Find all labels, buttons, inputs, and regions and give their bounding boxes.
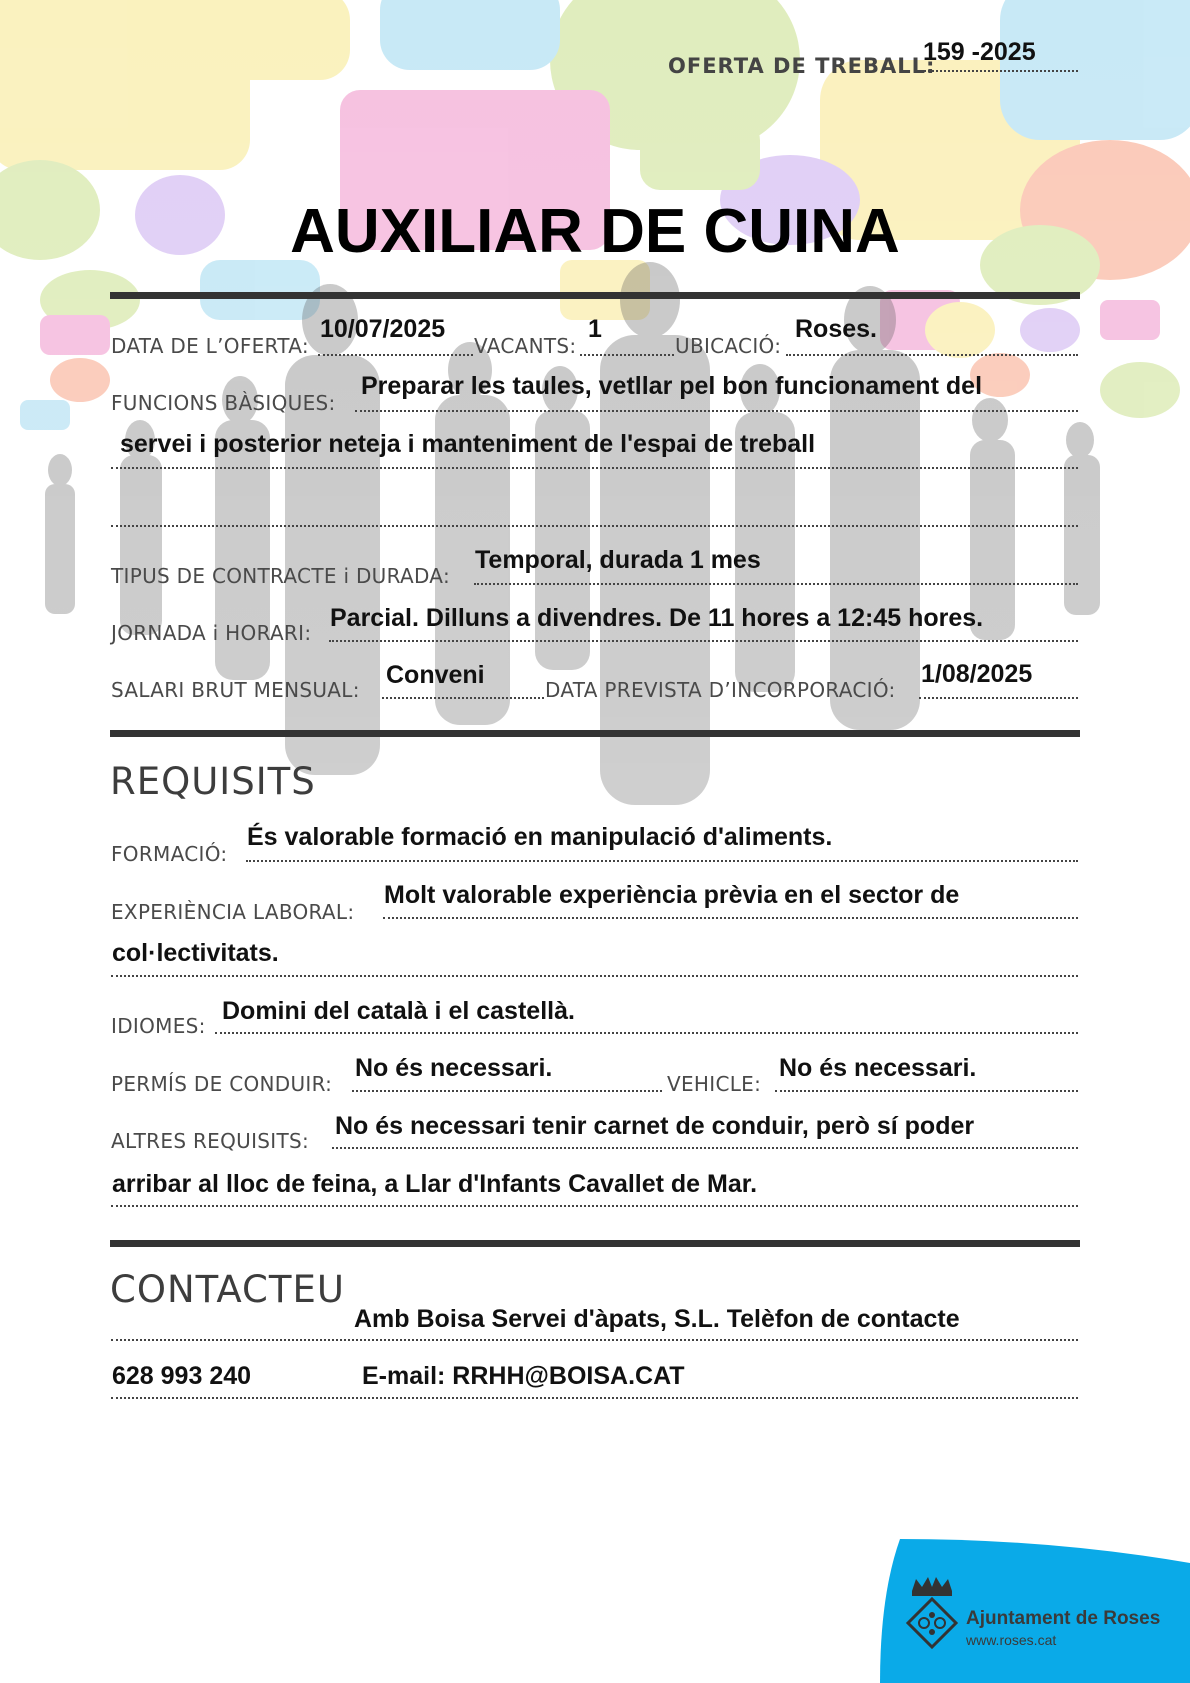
languages-value: Domini del català i el castellà. xyxy=(222,997,575,1025)
experience-value-line1: Molt valorable experiència prèvia en el sector de xyxy=(384,881,960,909)
functions-dotted-line-1 xyxy=(355,410,1078,412)
contact-dotted-line-1 xyxy=(111,1339,1078,1341)
experience-value-line2: col·lectivitats. xyxy=(112,939,279,967)
crown-shield-icon xyxy=(902,1575,962,1653)
start-date-dotted-line xyxy=(919,697,1078,699)
location-dotted-line xyxy=(786,354,1078,356)
salary-value: Conveni xyxy=(386,661,485,689)
driving-license-dotted-line xyxy=(352,1090,662,1092)
divider-top xyxy=(110,292,1080,299)
vehicle-dotted-line xyxy=(775,1090,1078,1092)
requirements-heading: REQUISITS xyxy=(110,760,316,803)
job-title: AUXILIAR DE CUINA xyxy=(290,197,900,266)
start-date-value: 1/08/2025 xyxy=(921,660,1033,688)
vacancies-label: VACANTS: xyxy=(474,334,577,358)
offer-number-label: OFERTA DE TREBALL: xyxy=(668,54,936,78)
schedule-dotted-line xyxy=(329,640,1078,642)
other-requirements-value-line1: No és necessari tenir carnet de conduir, però sí poder xyxy=(335,1112,975,1140)
experience-dotted-line-2 xyxy=(111,975,1078,977)
functions-value-line1: Preparar les taules, vetllar pel bon funcionament del xyxy=(361,372,983,400)
other-requirements-value-line2: arribar al lloc de feina, a Llar d'Infants Cavallet de Mar. xyxy=(112,1170,758,1198)
functions-dotted-line-3 xyxy=(111,525,1078,527)
functions-dotted-line-2 xyxy=(111,467,1078,469)
experience-dotted-line-1 xyxy=(383,917,1078,919)
contract-dotted-line xyxy=(474,583,1078,585)
contact-company-line: Amb Boisa Servei d'àpats, S.L. Telèfon de contacte xyxy=(354,1305,960,1333)
offer-number-value: 159 -2025 xyxy=(923,38,1036,66)
other-requirements-dotted-line-1 xyxy=(332,1147,1078,1149)
logo-url: www.roses.cat xyxy=(966,1632,1057,1648)
contract-label: TIPUS DE CONTRACTE i DURADA: xyxy=(111,564,450,588)
vehicle-label: VEHICLE: xyxy=(667,1072,762,1096)
offer-date-value: 10/07/2025 xyxy=(320,315,446,343)
experience-label: EXPERIÈNCIA LABORAL: xyxy=(111,900,355,924)
other-requirements-dotted-line-2 xyxy=(111,1205,1078,1207)
location-label: UBICACIÓ: xyxy=(675,334,782,358)
other-requirements-label: ALTRES REQUISITS: xyxy=(111,1129,310,1153)
offer-number-dotted-line xyxy=(916,70,1078,72)
schedule-value: Parcial. Dilluns a divendres. De 11 hores a 12:45 hores. xyxy=(330,604,984,632)
driving-license-value: No és necessari. xyxy=(355,1054,553,1082)
contract-value: Temporal, durada 1 mes xyxy=(475,546,761,574)
vacancies-dotted-line xyxy=(580,354,674,356)
start-date-label: DATA PREVISTA D’INCORPORACIÓ: xyxy=(545,678,896,702)
contact-phone: 628 993 240 xyxy=(112,1362,252,1390)
divider-middle xyxy=(110,730,1080,737)
contact-dotted-line-2 xyxy=(111,1397,1078,1399)
salary-dotted-line xyxy=(382,697,544,699)
training-value: És valorable formació en manipulació d'aliments. xyxy=(247,823,833,851)
functions-value-line2: servei i posterior neteja i manteniment de l'espai de treball xyxy=(120,430,816,458)
vacancies-value: 1 xyxy=(588,315,602,343)
offer-date-dotted-line xyxy=(318,354,473,356)
training-dotted-line xyxy=(246,860,1078,862)
divider-bottom xyxy=(110,1240,1080,1247)
vehicle-value: No és necessari. xyxy=(779,1054,977,1082)
salary-label: SALARI BRUT MENSUAL: xyxy=(111,678,360,702)
offer-date-label: DATA DE L’OFERTA: xyxy=(111,334,309,358)
training-label: FORMACIÓ: xyxy=(111,842,228,866)
contact-heading: CONTACTEU xyxy=(110,1268,345,1311)
languages-label: IDIOMES: xyxy=(111,1014,206,1038)
languages-dotted-line xyxy=(215,1032,1078,1034)
functions-label: FUNCIONS BÀSIQUES: xyxy=(111,391,336,415)
logo-name: Ajuntament de Roses xyxy=(966,1608,1161,1629)
location-value: Roses. xyxy=(795,315,877,343)
contact-email: E-mail: RRHH@BOISA.CAT xyxy=(362,1362,685,1390)
schedule-label: JORNADA i HORARI: xyxy=(111,621,312,645)
driving-license-label: PERMÍS DE CONDUIR: xyxy=(111,1072,333,1096)
